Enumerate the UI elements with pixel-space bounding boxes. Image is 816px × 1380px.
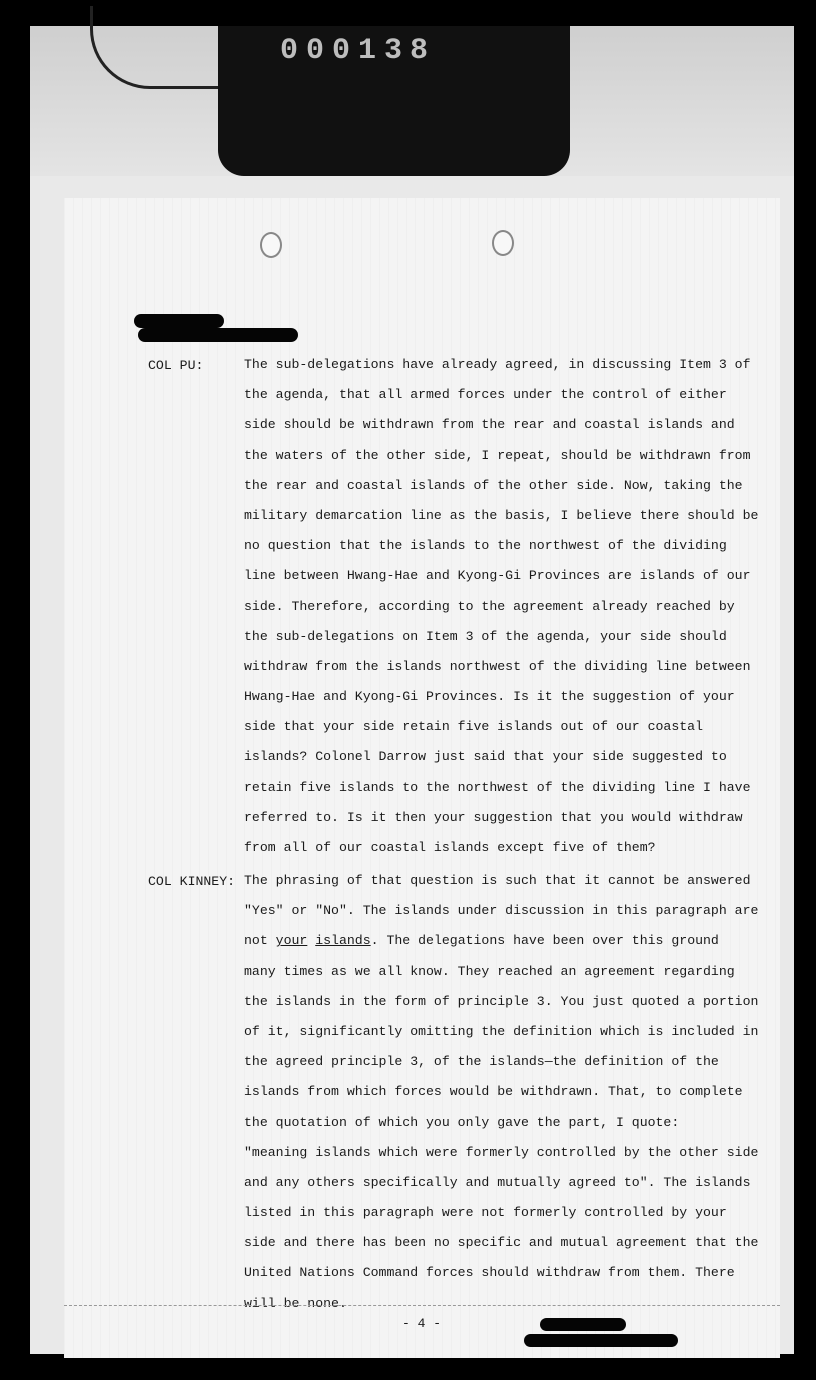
redaction-mark (524, 1334, 678, 1347)
text-line: "Yes" or "No". The islands under discussion in this paragraph are (244, 903, 759, 919)
text-line: withdraw from the islands northwest of the dividing line between (244, 658, 751, 674)
redaction-mark (138, 328, 298, 342)
redaction-mark (134, 314, 224, 328)
redaction-mark (540, 1318, 626, 1331)
text-line: of it, significantly omitting the definition which is included in (244, 1023, 759, 1039)
text-line: side and there has been no specific and mutual agreement that the (244, 1235, 759, 1251)
text-line: from all of our coastal islands except five of them? (244, 840, 656, 855)
punch-hole-right (492, 230, 514, 256)
text-line: will be none. (244, 1295, 347, 1311)
underlined-word: islands (315, 933, 371, 949)
text-line: the sub-delegations on Item 3 of the agenda, your side should (244, 628, 727, 644)
bottom-rule (64, 1305, 780, 1306)
text-line-underlined (244, 926, 764, 956)
text-line: retain five islands to the northwest of the dividing line I have (244, 779, 751, 795)
kinney-statement (244, 866, 764, 1319)
text-line: islands from which forces would be withdrawn. That, to complete (244, 1084, 743, 1100)
text-line: side should be withdrawn from the rear and coastal islands and (244, 417, 735, 433)
text-line: referred to. Is it then your suggestion that you would withdraw (244, 809, 743, 825)
text-line: "meaning islands which were formerly controlled by the other side (244, 1144, 759, 1160)
scan-frame (30, 26, 794, 1354)
speaker-label-kinney: COL KINNEY: (148, 874, 236, 889)
text-line: listed in this paragraph were not formerly controlled by your (244, 1205, 727, 1221)
text-line: and any others specifically and mutually agreed to". The islands (244, 1174, 751, 1190)
text-line: the quotation of which you only gave the part, I quote: (244, 1114, 680, 1130)
text-line: no question that the islands to the northwest of the dividing (244, 538, 727, 554)
punch-hole-left (260, 232, 282, 258)
pu-statement (244, 350, 764, 863)
text-line: Hwang-Hae and Kyong-Gi Provinces. Is it the suggestion of your (244, 689, 735, 705)
text-line: United Nations Command forces should withdraw from them. There (244, 1265, 735, 1281)
document-page (64, 198, 780, 1358)
text-line: The sub-delegations have already agreed, in discussing Item 3 of (244, 357, 751, 372)
text-line: The phrasing of that question is such that it cannot be answered (244, 873, 751, 888)
text-line: side. Therefore, according to the agreement already reached by (244, 598, 735, 614)
text-line: military demarcation line as the basis, I believe there should be (244, 507, 759, 523)
text-line: the waters of the other side, I repeat, should be withdrawn from (244, 447, 751, 463)
text-line: the agenda, that all armed forces under the control of either (244, 387, 727, 403)
text-line: the rear and coastal islands of the other side. Now, taking the (244, 477, 743, 493)
text-fragment: . The delegations have been over this ground (370, 933, 719, 949)
text-line: side that your side retain five islands out of our coastal (244, 719, 703, 735)
page-number: - 4 - (402, 1316, 442, 1331)
text-line: many times as we all know. They reached an agreement regarding (244, 963, 735, 979)
text-line: the agreed principle 3, of the islands—the definition of the (244, 1054, 719, 1070)
speaker-label-pu: COL PU: (148, 358, 204, 373)
frame-counter: 000138 (280, 34, 437, 68)
text-line: islands? Colonel Darrow just said that your side suggested to (244, 749, 727, 765)
text-line: the islands in the form of principle 3. You just quoted a portion (244, 993, 759, 1009)
underlined-word: your (275, 933, 308, 949)
text-line: line between Hwang-Hae and Kyong-Gi Provinces are islands of our (244, 568, 751, 584)
text-fragment: not (244, 933, 276, 949)
